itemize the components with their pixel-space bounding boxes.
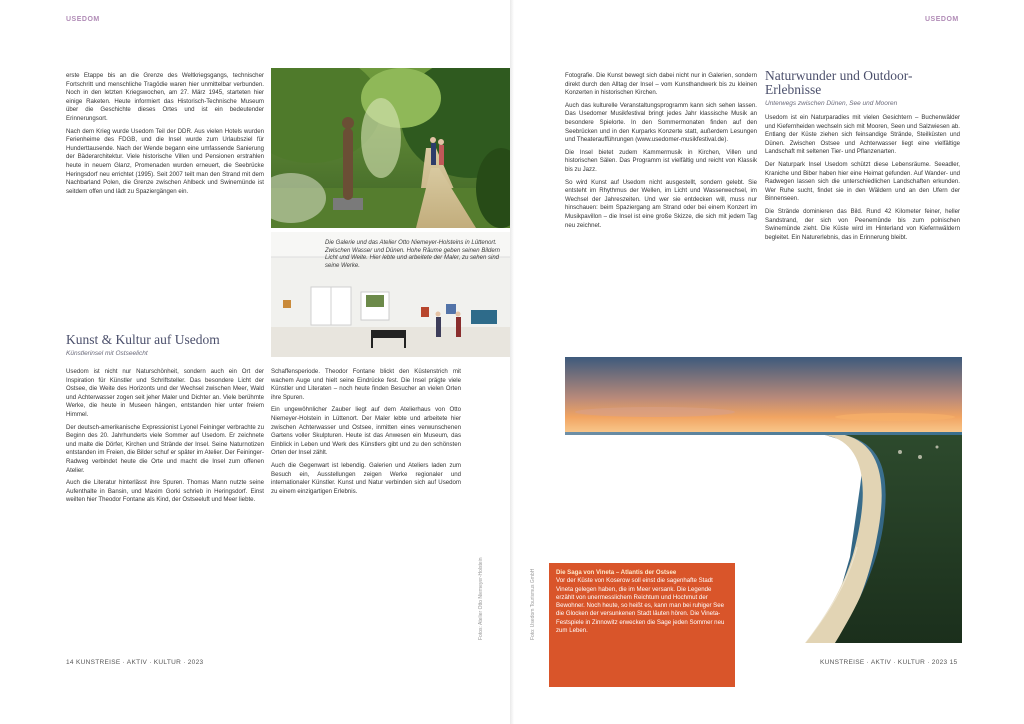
rubric-left: USEDOM bbox=[66, 16, 100, 23]
nature-section-title: Naturwunder und Outdoor-Erlebnisse bbox=[765, 68, 913, 97]
paragraph: Usedom ist nicht nur Naturschönheit, sondern auch ein Ort der Inspiration für Künstler und Schriftsteller. Das besondere Licht der Ostsee, die Weite des Horizonts und der Wechsel zwischen Meer, Wald und Achterwasser zogen seit jeher Maler und Dichter an. Viele berühmte Werke, die heute in Museen hängen, entstanden hier unter freiem Himmel. bbox=[66, 368, 264, 418]
vineta-info-box bbox=[549, 563, 735, 687]
paragraph: Der deutsch-amerikanische Expressionist Lyonel Feininger verbrachte zu Beginn des 20. Jahrhunderts viele Sommer auf Usedom. Er zeichnete und malte die Dörfer, Kirchen und Strände der Insel. Seine Naturnotizen entstanden im Freien, die Bilder schuf er später im Atelier. Der Feininger-Radweg verbindet heute die Orte und macht die Insel zum offenen Atelier. bbox=[66, 423, 264, 474]
page-number-right: 15 bbox=[949, 659, 958, 666]
paragraph: erste Etappe bis an die Grenze des Weltkriegsgangs, technischer Fortschritt und menschliche Tragödie waren hier unmittelbar verbunden. Noch in den letzten Kriegswochen, am 27. März 1945, starteten hier einige Raketen. Heute informiert das Historisch-Technische Museum über die Geschichte dieses Ortes und ist ein bedeutender Erinnerungsort. bbox=[66, 72, 264, 122]
right-column-1 bbox=[565, 72, 757, 327]
paragraph: Schaffensperiode. Theodor Fontane blickt den Küstenstrich mit wachem Auge und hielt seine Eindrücke fest. Die Insel prägte viele Künstler und Literaten – noch heute finden Besucher an vielen Orten ihre Spuren. bbox=[271, 368, 461, 401]
right-column-2 bbox=[765, 114, 960, 346]
left-column-1-bottom bbox=[66, 368, 264, 653]
paragraph: Ein ungewöhnlicher Zauber liegt auf dem Atelierhaus von Otto Niemeyer-Holstein in Lüttenort. Der Maler lebte und arbeitete hier zwischen Achterwasser und Ostsee, inmitten eines verwunschenen Gartens voller Skulpturen. Heute ist das Anwesen ein Museum, das Einblick in Leben und Werk des Künstlers gibt und zu den schönsten Orten der Insel zählt. bbox=[271, 406, 461, 457]
paragraph: Auch die Literatur hinterlässt ihre Spuren. Thomas Mann nutzte seine Aufenthalte in Bansin, und Maxim Gorki schrieb in Heringsdorf. Einst weilten hier Theodor Fontane als Kind, der Ostseeluft und Meer liebte. bbox=[66, 479, 264, 504]
rubric-right: USEDOM bbox=[925, 16, 959, 23]
paragraph: So wird Kunst auf Usedom nicht ausgestellt, sondern gelebt. Sie entsteht im Rhythmus der Wellen, im Licht und Wasserwechsel, im Wechsel der Jahreszeiten. Und wer sie entdecken will, muss nur hinschauen: beim Spaziergang am Strand oder bei einem Konzert im Musikpavillon – die Insel ist eine große Skizze, die sich mit jedem Tag neu zeichnet. bbox=[565, 178, 757, 229]
paragraph: Der Naturpark Insel Usedom schützt diese Lebensräume. Seeadler, Kraniche und Biber haben hier eine Heimat gefunden. Auf Wander- und Radwegen lassen sich die unterschiedlichen Landschaften erkunden. Wer Ruhe sucht, findet sie in den Wäldern und an den Ufern der Binnenseen. bbox=[765, 160, 960, 203]
garden-photo-illustration bbox=[271, 68, 512, 228]
left-column-2 bbox=[271, 368, 461, 653]
culture-section-title: Kunst & Kultur auf Usedom bbox=[66, 332, 220, 347]
garden-sculpture-photo bbox=[271, 68, 512, 228]
footer-left-label: KUNSTREISE · AKTIV · KULTUR · 2023 bbox=[75, 659, 204, 666]
photo-credit-right: Foto: Usedom Tourismus GmbH bbox=[530, 568, 536, 640]
nature-section-subtitle: Unterwegs zwischen Dünen, See und Mooren bbox=[765, 100, 898, 107]
gallery-photo-caption: Die Galerie und das Atelier Otto Niemeyer-Holsteins in Lüttenort. Zwischen Wasser und Dünen. Hohe Räume geben seinen Bildern Licht und Weite. Hier lebte und arbeitete der Maler, zu sehen sind seine Werke. bbox=[325, 240, 500, 269]
paragraph: Fotografie. Die Kunst bewegt sich dabei nicht nur in Galerien, sondern direkt durch den Alltag der Insel – vom Kunsthandwerk bis zu kleinen Konzerten in historischen Kirchen. bbox=[565, 72, 757, 97]
photo-credit-left: Fotos: Atelier Otto Niemeyer-Holstein bbox=[478, 557, 484, 640]
paragraph: Die Insel bietet zudem Kammermusik in Kirchen, Villen und historischen Sälen. Das Programm ist vielfältig und reicht von Klassik bis zu Jazz. bbox=[565, 148, 757, 173]
page-number-left: 14 bbox=[66, 659, 74, 666]
footer-right-label: KUNSTREISE · AKTIV · KULTUR · 2023 bbox=[820, 659, 948, 666]
paragraph: Die Strände dominieren das Bild. Rund 42 Kilometer feiner, heller Sandstrand, der sich von Peenemünde bis zum polnischen Swinemünde zieht. Die Küste wird im Hinterland von Kiefernwäldern begleitet. Ein Naturerlebnis, das in Erinnerung bleibt. bbox=[765, 207, 960, 241]
paragraph: Auch die Gegenwart ist lebendig. Galerien und Ateliers laden zum Besuch ein, Ausstellungen zeigen Werke regionaler und internationaler Künstler. Kunst und Natur verbinden sich auf Usedom zu einem einzigartigen Erlebnis. bbox=[271, 461, 461, 495]
vineta-box-title: Die Saga von Vineta – Atlantis der Ostsee bbox=[556, 569, 677, 576]
left-column-1-top bbox=[66, 72, 264, 334]
paragraph: Nach dem Krieg wurde Usedom Teil der DDR. Aus vielen Hotels wurden Ferienheime des FDGB, und die Insel wurde zum Urlaubsziel für Hunderttausende. Nach der Wende begann eine umfassende Sanierung der Bäderarchitektur. Viele historische Villen und Pensionen erstrahlen heute in neuem Glanz, Promenaden wurden erneuert, die Seebrücke Heringsdorf neu errichtet (1995). Seit 2007 teilt man den Strand mit dem Nachbarland Polen, die Grenze zwischen Ahlbeck und Swinemünde ist seitdem offen und lädt zu Spaziergängen ein. bbox=[66, 127, 264, 195]
culture-section-subtitle: Künstlerinsel mit Ostseelicht bbox=[66, 350, 148, 357]
footer-right bbox=[820, 659, 957, 666]
vineta-box-text: Vor der Küste von Koserow soll einst die sagenhafte Stadt Vineta gelegen haben, die im Meer versank. Die Legende erzählt von unermesslichem Reichtum und Hochmut der Bewohner. Noch heute, so heißt es, kann man bei ruhiger See die Glocken der versunkenen Stadt läuten hören. Die Vineta-Festspiele in Zinnowitz erwecken die Sage jeden Sommer neu zum Leben. bbox=[556, 577, 725, 635]
paragraph: Auch das kulturelle Veranstaltungsprogramm kann sich sehen lassen. Das Usedomer Musikfestival bringt jedes Jahr klassische Musik an besondere Spielorte. In den Sommermonaten finden auf den Seebrücken und in den Kurparks Konzerte statt, außerdem Lesungen und Theateraufführungen (www.usedomer-musikfestival.de). bbox=[565, 101, 757, 144]
page-gutter bbox=[510, 0, 514, 724]
paragraph: Usedom ist ein Naturparadies mit vielen Gesichtern – Buchenwälder und Kiefernheiden wechseln sich mit Mooren, Seen und Salzwiesen ab. Entlang der Küste ziehen sich feinsandige Strände, Steilküsten und Dünen. Zwischen Ostsee und Achterwasser liegt eine vielfältige Landschaft mit seltenen Tier- und Pflanzenarten. bbox=[765, 114, 960, 156]
footer-left bbox=[66, 659, 203, 666]
